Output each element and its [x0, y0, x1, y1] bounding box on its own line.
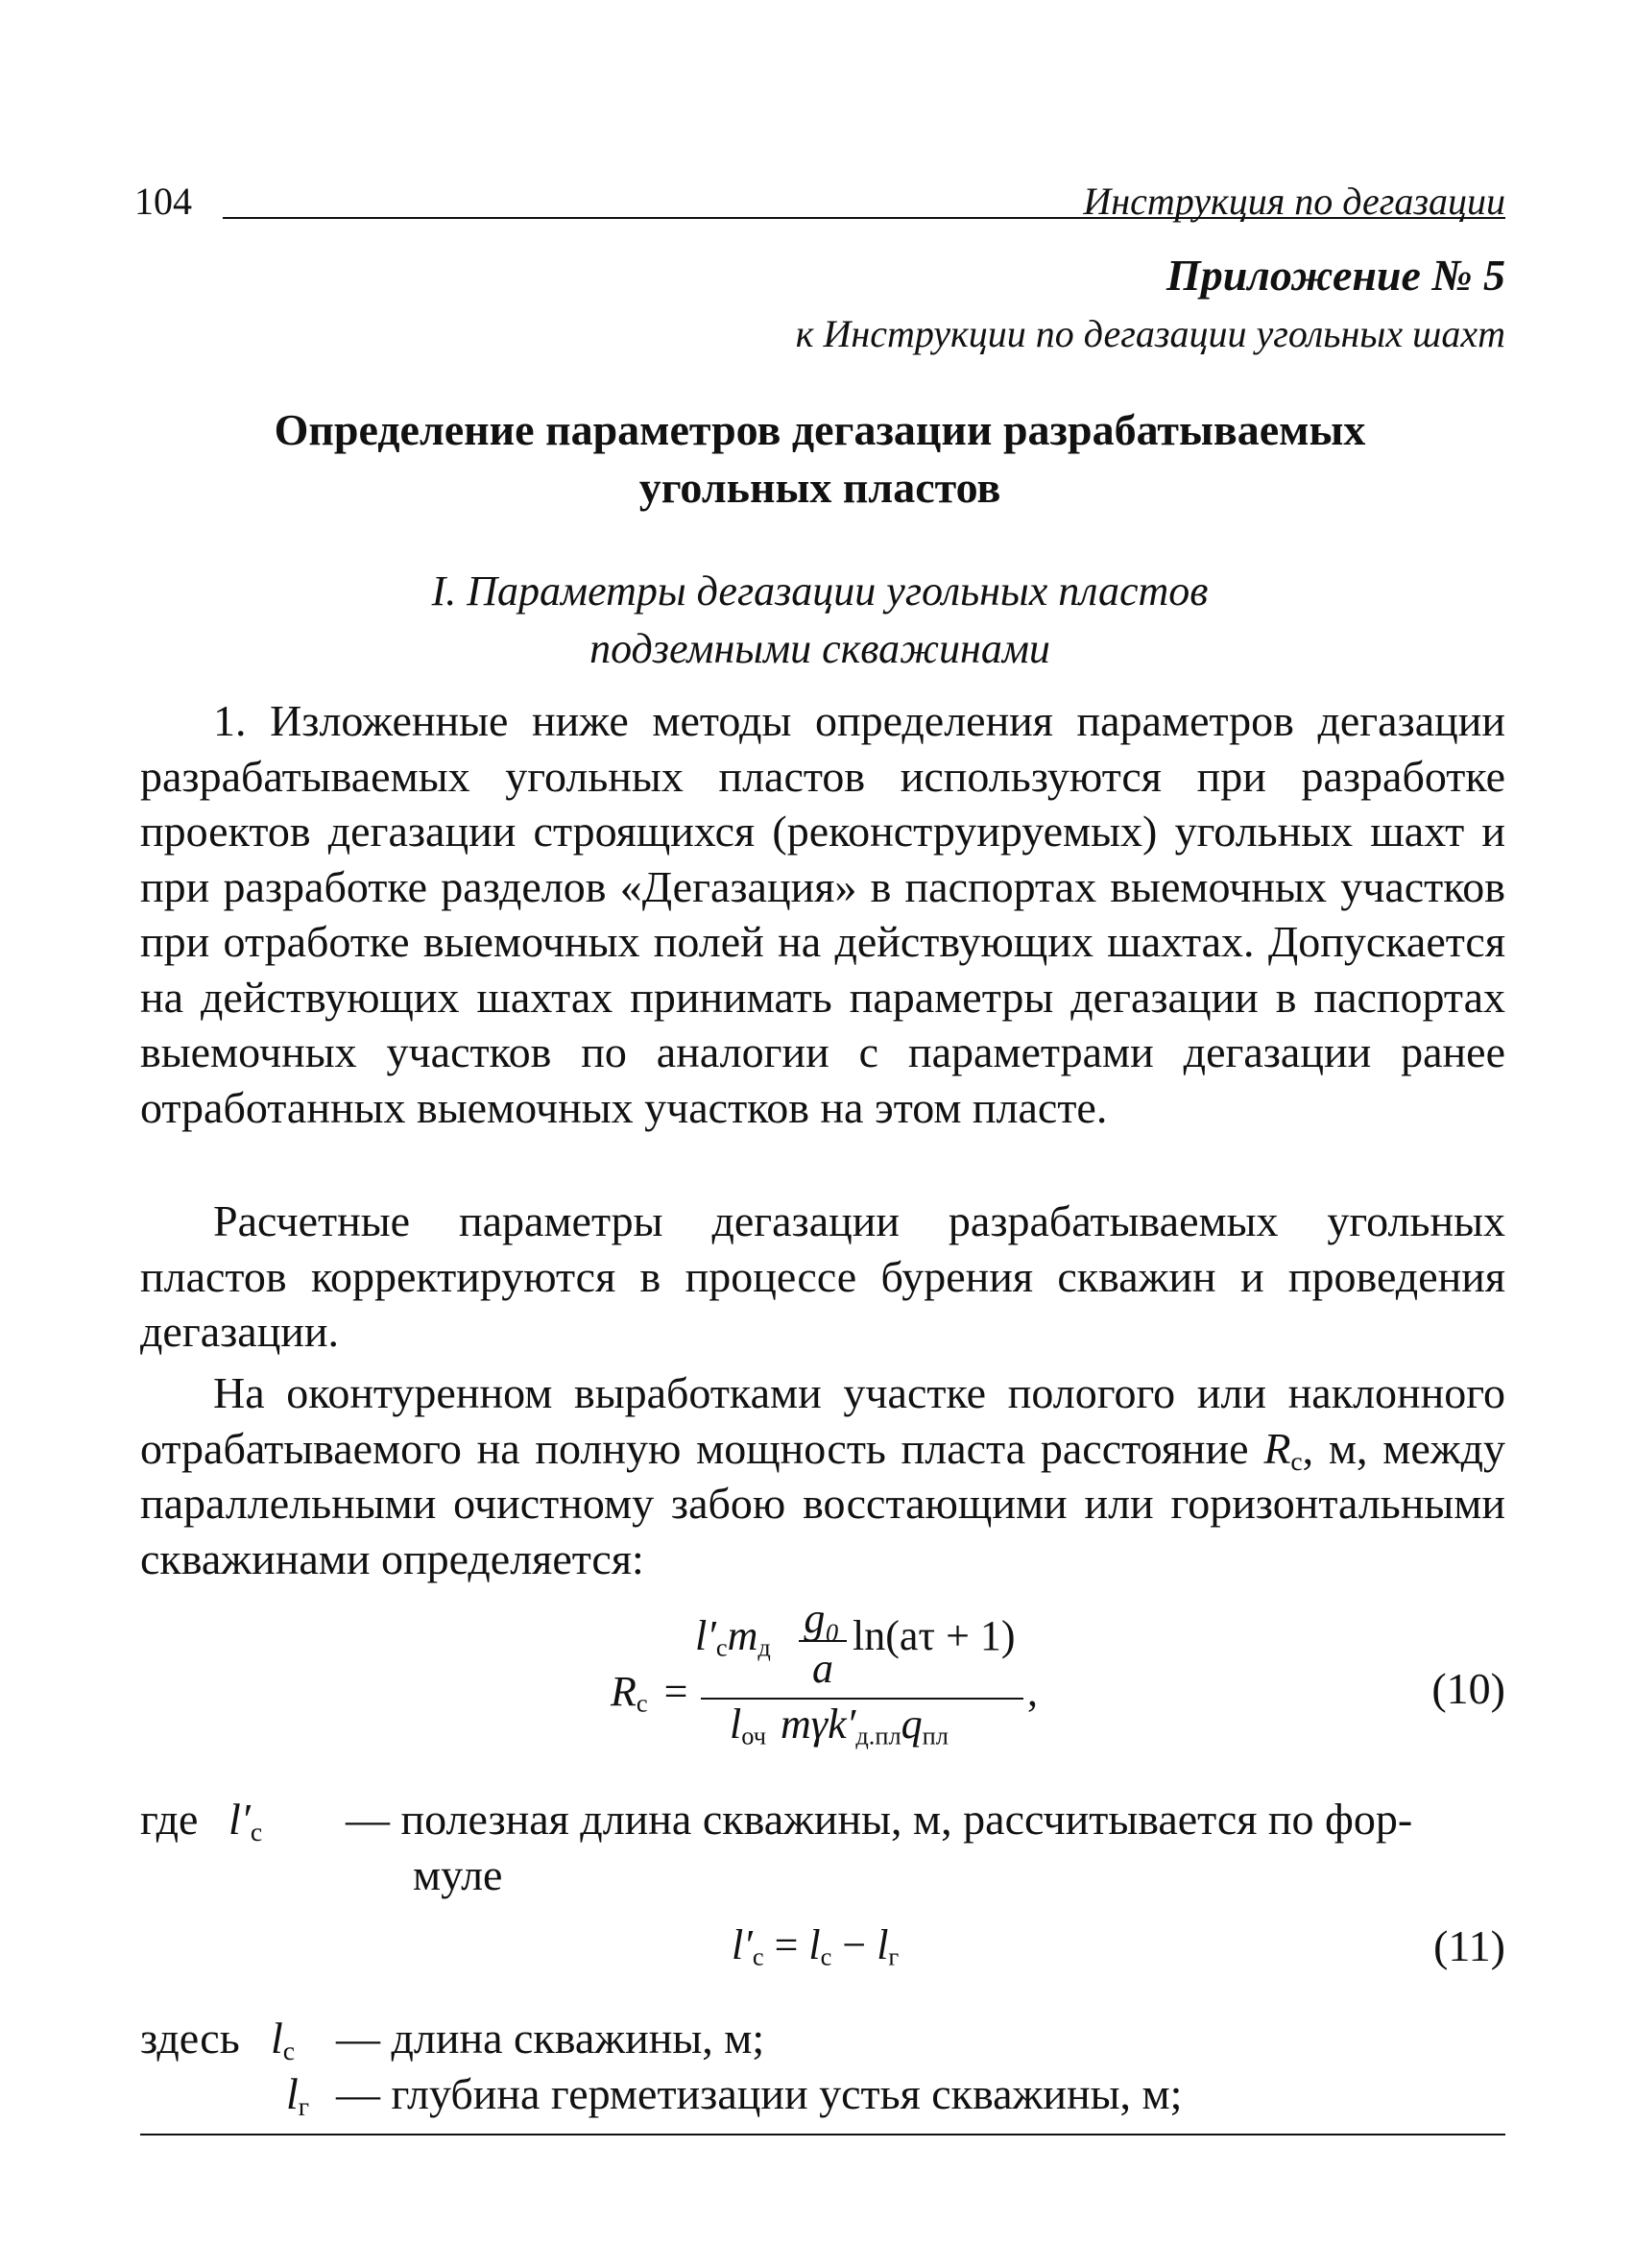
header-rule	[223, 217, 1505, 219]
formula-11-number: (11)	[1433, 1921, 1505, 1970]
formula-10-comma: ,	[1027, 1668, 1038, 1715]
running-title: Инструкция по дегазации	[1083, 180, 1505, 223]
where-symbol: $l'_с$	[228, 1795, 263, 1846]
formula-10-denominator: $l_{оч}$ $m\gamma k'_{д.пл}q_{пл}$	[730, 1701, 949, 1750]
paragraph-3-start: На оконтуренном выработками участке пологого или наклонного отрабатываемого на полную мощность пласта расстояние	[140, 1368, 1505, 1473]
here-symbol-2: $l_г$	[286, 2069, 310, 2121]
where-label: где	[140, 1795, 199, 1844]
symbol-rc: R	[1263, 1423, 1291, 1473]
page-number: 104	[134, 180, 192, 223]
here-symbol-1: $l_с$	[271, 2014, 296, 2065]
formula-10-lhs: $R_с$ =	[611, 1668, 688, 1718]
symbol-rc-sub: с	[1290, 1445, 1303, 1476]
main-title	[134, 401, 1505, 517]
footer-rule	[140, 2134, 1505, 2135]
paragraph-2: Расчетные параметры дегазации разрабатываемых угольных пластов корректируются в процессе бурения скважин и проведения дегазации.	[140, 1196, 1505, 1356]
here-description-1: — длина скважины, м;	[336, 2014, 765, 2063]
formula-11: $l'_с = l_с - l_г$	[732, 1921, 900, 1971]
paragraph-3-end: , м, между параллельными очистному забою восстающими или горизонтальными скважинами определяется:	[140, 1423, 1505, 1583]
formula-10-number: (10)	[1431, 1664, 1505, 1713]
formula-10-inner-numerator: g₀	[804, 1595, 840, 1642]
section-title	[134, 563, 1505, 678]
formula-10-ln: ln(aτ + 1)	[853, 1612, 1016, 1659]
paragraph-3	[140, 1365, 1505, 1586]
main-title-line2: угольных пластов	[638, 463, 1001, 512]
formula-10-numerator-left: $l'_сm_д$	[695, 1612, 771, 1662]
paragraph-1: 1. Изложенные ниже методы определения параметров дегазации разрабатываемых угольных пластов используются при разработке проектов дегазации строящихся (реконструируемых) угольных шахт и при разработке разделов «Дегазация» в паспортах выемочных участков при отработке выемочных полей на действующих шахтах. Допускается на действующих шахтах принимать параметры дегазации в паспортах выемочных участков по аналогии с параметрами дегазации ранее отработанных выемочных участков на этом пласте.	[140, 696, 1505, 1132]
section-title-line1: I. Параметры дегазации угольных пластов	[431, 567, 1209, 615]
where-description: — полезная длина скважины, м, рассчитывается по фор- муле	[346, 1795, 1413, 1899]
formula-10-inner-bar	[799, 1640, 847, 1642]
main-title-line1: Определение параметров дегазации разрабатываемых	[274, 405, 1366, 454]
section-title-line2: подземными скважинами	[589, 625, 1050, 672]
formula-10-fraction-bar	[701, 1698, 1023, 1700]
appendix-subtitle: к Инструкции по дегазации угольных шахт	[795, 312, 1505, 355]
here-description-2: — глубина герметизации устья скважины, м;	[336, 2069, 1183, 2118]
formula-10-inner-denominator: a	[812, 1645, 833, 1692]
appendix-title: Приложение № 5	[1165, 251, 1505, 300]
here-label: здесь	[140, 2014, 240, 2063]
